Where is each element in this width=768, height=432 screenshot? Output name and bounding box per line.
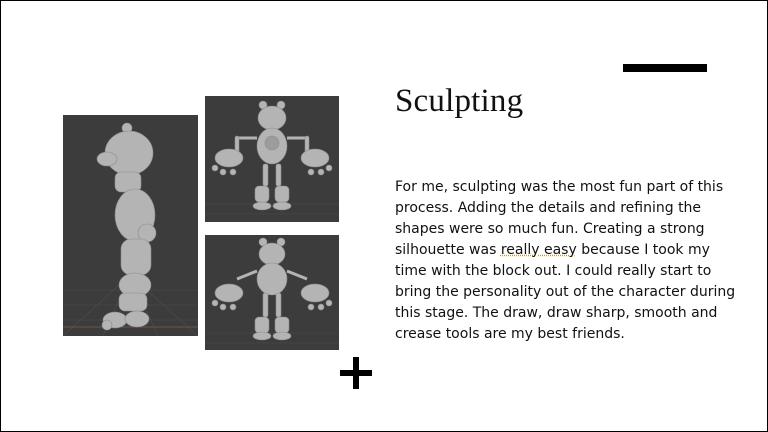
sculpt-front-view-image [205,96,339,222]
body-text-underlined: really easy [500,242,577,258]
body-text-part-1: For me, sculpting was the most fun part of this process. Adding the details and refining the shapes were so much fun. Creating a strong silhouette was [395,179,724,258]
sculpt-back-view-image [205,235,339,350]
slide-title: Sculpting [395,83,524,119]
slide-body-text [395,177,745,345]
accent-bar [623,64,707,72]
plus-icon [340,357,372,389]
sculpt-side-view-image [63,115,198,336]
body-text-part-2: because I took my time with the block out. I could really start to bring the personality out of the character during this stage. The draw, draw sharp, smooth and crease tools are my best friends. [395,242,736,342]
